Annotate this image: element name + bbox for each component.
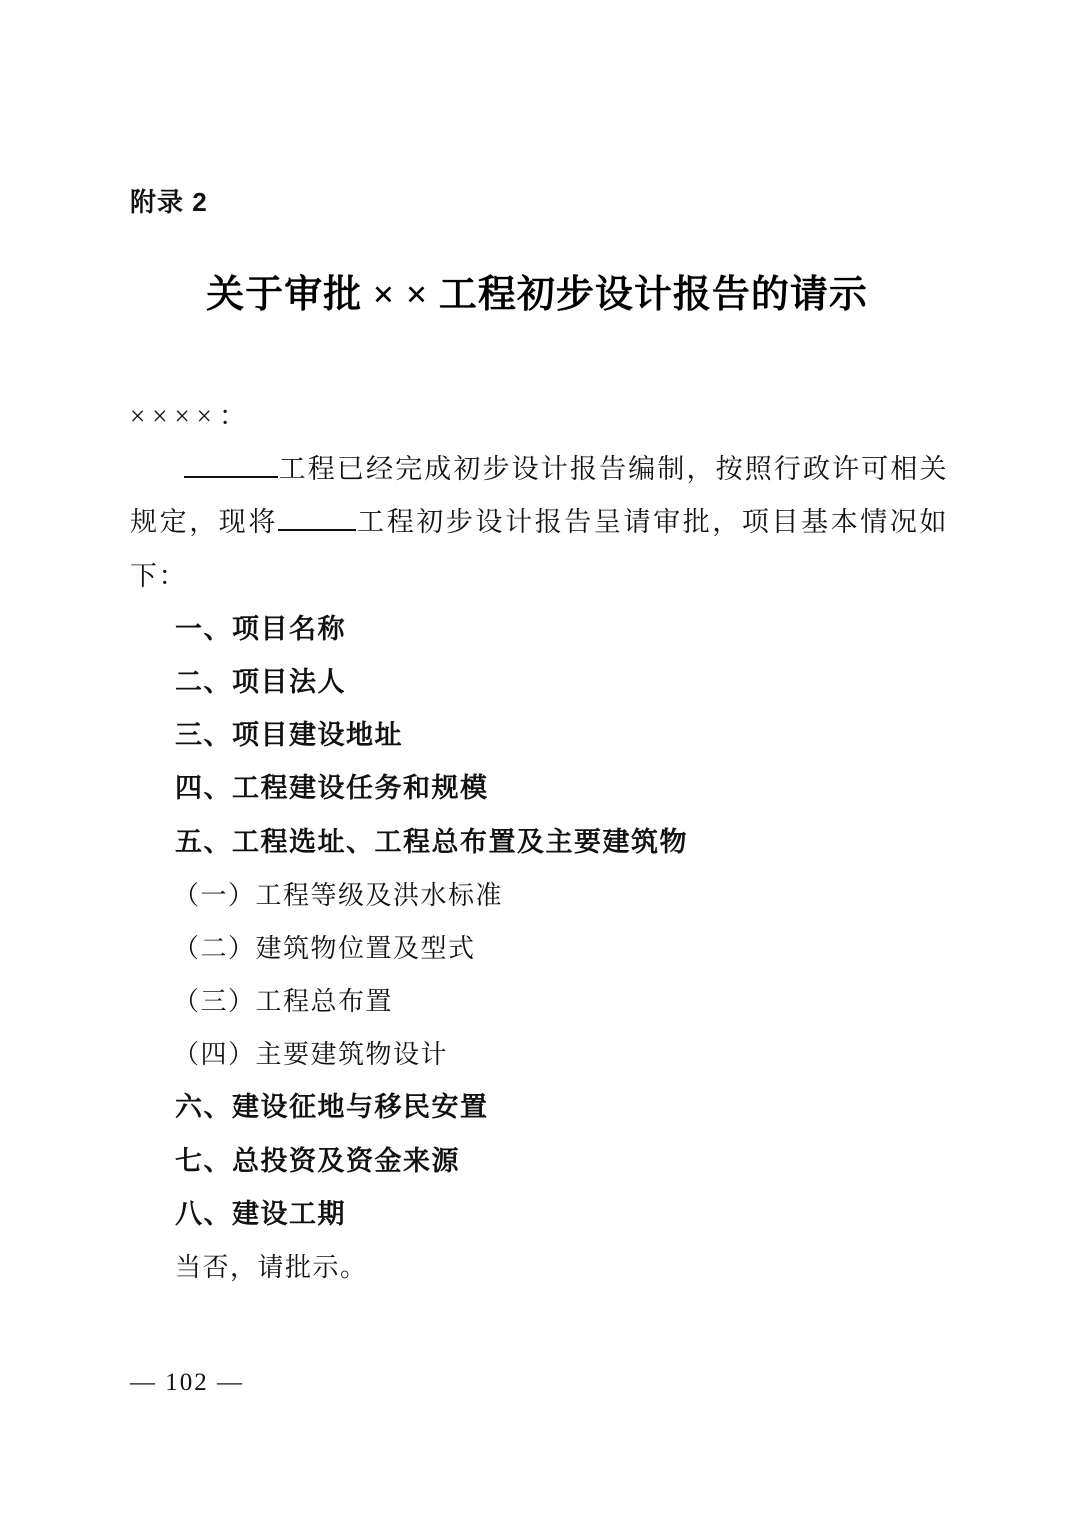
page-number: — 102 — xyxy=(130,1369,244,1396)
paragraph-text: 规定，现将 xyxy=(130,507,278,538)
opening-paragraph xyxy=(130,443,948,603)
outline-list xyxy=(130,603,948,1241)
fill-in-blank-line xyxy=(278,507,356,531)
document-title: 关于审批 × × 工程初步设计报告的请示 xyxy=(206,274,868,316)
outline-heading: 四、工程建设任务和规模 xyxy=(175,773,489,804)
outline-subheading: （一）工程等级及洪水标准 xyxy=(173,880,504,910)
outline-subheading: （二）建筑物位置及型式 xyxy=(173,933,476,963)
outline-heading: 六、建设征地与移民安置 xyxy=(175,1092,489,1123)
fill-in-blank-line xyxy=(184,454,278,478)
outline-heading: 三、项目建设地址 xyxy=(175,720,403,751)
outline-subheading: （四）主要建筑物设计 xyxy=(173,1040,449,1070)
outline-heading: 二、项目法人 xyxy=(175,666,346,697)
outline-heading: 一、项目名称 xyxy=(175,613,346,644)
document-body xyxy=(130,390,948,1294)
paragraph-text: 工程已经完成初步设计报告编制，按照行政许可相关 xyxy=(278,454,948,485)
paragraph-line xyxy=(130,496,948,549)
closing-line: 当否，请批示。 xyxy=(175,1253,368,1282)
salutation-line: ××××： xyxy=(130,401,253,431)
outline-subheading: （三）工程总布置 xyxy=(173,987,394,1017)
appendix-label: 附录 2 xyxy=(130,187,208,217)
paragraph-line xyxy=(130,443,948,496)
paragraph-line xyxy=(130,550,948,603)
paragraph-text: 下： xyxy=(130,560,187,591)
outline-heading: 八、建设工期 xyxy=(175,1198,346,1229)
outline-heading: 五、工程选址、工程总布置及主要建筑物 xyxy=(175,826,688,857)
paragraph-text: 工程初步设计报告呈请审批，项目基本情况如 xyxy=(356,507,948,538)
outline-heading: 七、总投资及资金来源 xyxy=(175,1145,460,1176)
